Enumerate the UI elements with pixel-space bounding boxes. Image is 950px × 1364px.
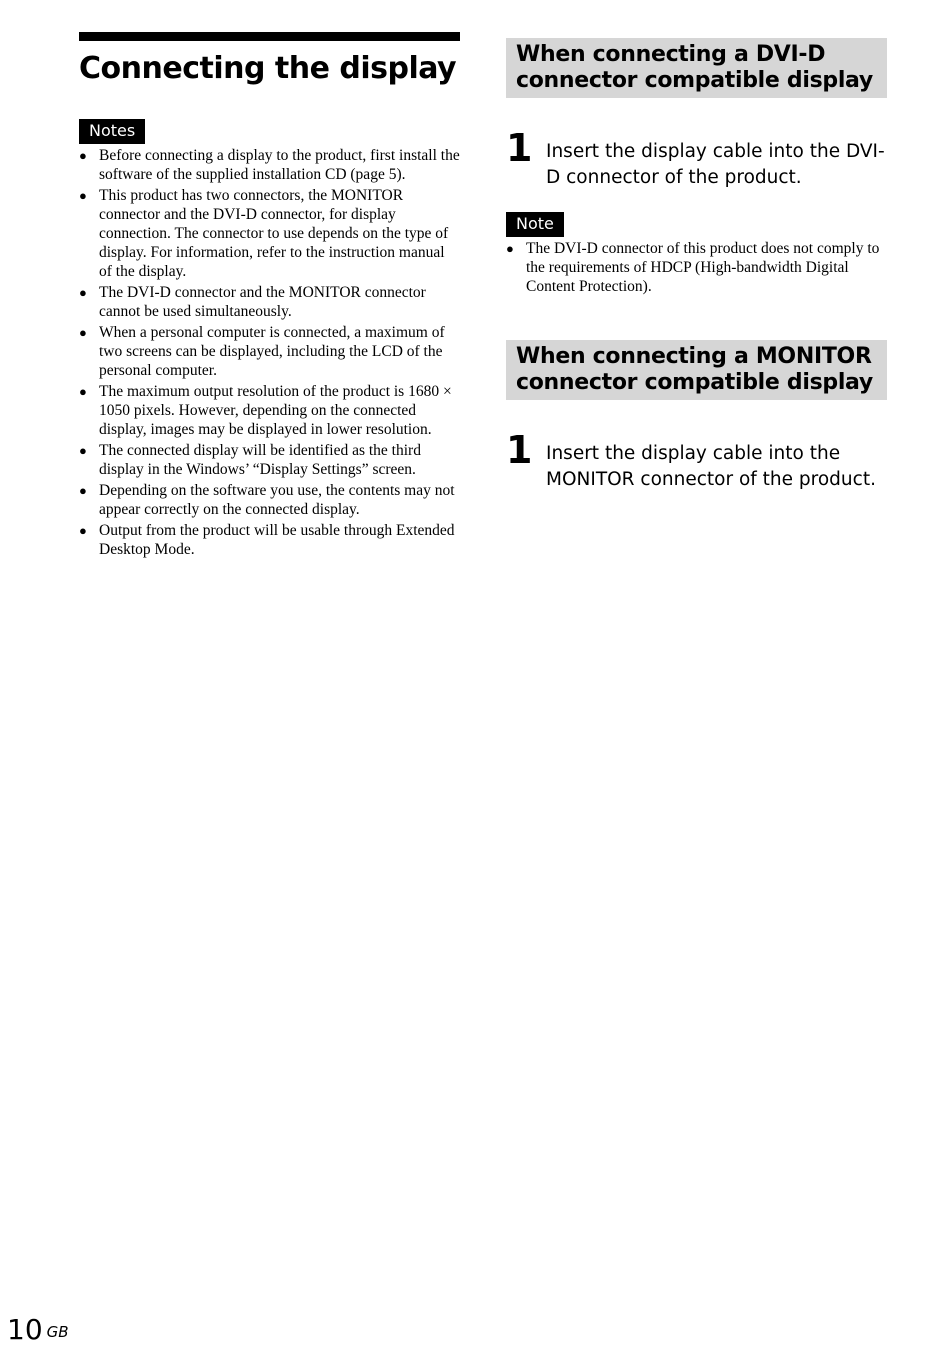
note-text: The DVI-D connector of this product does not comply to the requirements of HDCP (High-bandwidth Digital Content Protection). <box>526 240 880 295</box>
list-item <box>79 283 460 321</box>
bullet-icon: ● <box>79 325 87 340</box>
bullet-icon: ● <box>79 148 87 163</box>
note-text: This product has two connectors, the MONITOR connector and the DVI-D connector, for display connection. The connector to use depends on the type of display. For information, refer to the instruction manual of the display. <box>99 187 449 280</box>
note-text: Output from the product will be usable through Extended Desktop Mode. <box>99 522 455 558</box>
dvi-note-list <box>506 239 887 296</box>
note-text: When a personal computer is connected, a maximum of two screens can be displayed, including the LCD of the personal computer. <box>99 324 445 379</box>
monitor-section-heading: When connecting a MONITOR connector compatible display <box>506 340 887 400</box>
notes-list <box>79 146 460 559</box>
note-text: The maximum output resolution of the product is 1680 × 1050 pixels. However, depending on the connected display, images may be displayed in lower resolution. <box>99 383 452 438</box>
notes-label: Notes <box>79 119 145 144</box>
right-column <box>506 38 887 492</box>
step-number: 1 <box>506 126 533 170</box>
list-item <box>79 441 460 479</box>
list-item <box>79 481 460 519</box>
bullet-icon: ● <box>79 384 87 399</box>
bullet-icon: ● <box>79 188 87 203</box>
page-number: 10 <box>7 1313 43 1346</box>
monitor-step <box>506 428 887 492</box>
list-item <box>79 521 460 559</box>
note-text: Before connecting a display to the product, first install the software of the supplied installation CD (page 5). <box>99 147 460 183</box>
note-text: Depending on the software you use, the contents may not appear correctly on the connected display. <box>99 482 455 518</box>
list-item <box>79 382 460 439</box>
dvi-step <box>506 126 887 190</box>
step-number: 1 <box>506 428 533 472</box>
page-footer <box>7 1314 69 1346</box>
dvi-section-heading: When connecting a DVI-D connector compatible display <box>506 38 887 98</box>
language-code: GB <box>46 1323 69 1341</box>
page-title: Connecting the display <box>79 51 457 86</box>
list-item <box>506 239 887 296</box>
note-text: The connected display will be identified as the third display in the Windows’ “Display Settings” screen. <box>99 442 421 478</box>
list-item <box>79 323 460 380</box>
bullet-icon: ● <box>79 483 87 498</box>
bullet-icon: ● <box>79 443 87 458</box>
step-text: Insert the display cable into the DVI-D connector of the product. <box>546 141 885 188</box>
note-text: The DVI-D connector and the MONITOR connector cannot be used simultaneously. <box>99 284 426 320</box>
bullet-icon: ● <box>506 241 514 256</box>
list-item <box>79 186 460 281</box>
bullet-icon: ● <box>79 523 87 538</box>
dvi-note-block <box>506 212 887 296</box>
note-label: Note <box>506 212 564 237</box>
notes-block <box>79 119 460 559</box>
step-text: Insert the display cable into the MONITOR connector of the product. <box>546 443 876 490</box>
left-column <box>79 32 460 561</box>
list-item <box>79 146 460 184</box>
title-rule <box>79 32 460 41</box>
bullet-icon: ● <box>79 285 87 300</box>
